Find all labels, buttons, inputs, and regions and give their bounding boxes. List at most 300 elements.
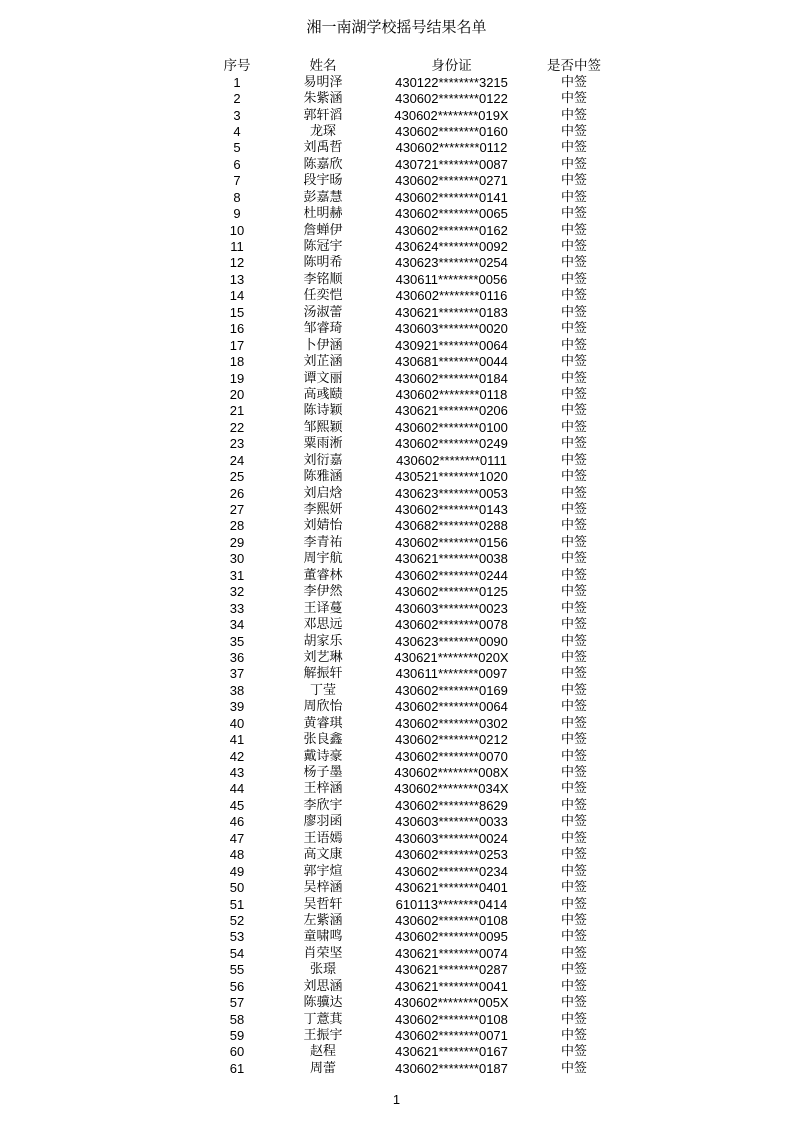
table-row bbox=[207, 699, 624, 715]
row-number: 3 bbox=[233, 107, 241, 123]
row-name: 汤淑蕾 bbox=[303, 304, 343, 320]
table-row bbox=[207, 140, 624, 156]
table-row bbox=[207, 781, 624, 797]
table-row bbox=[207, 288, 624, 304]
row-name: 吴哲轩 bbox=[303, 896, 343, 912]
row-id-card: 430602********0212 bbox=[395, 732, 508, 748]
table-row bbox=[207, 765, 624, 781]
row-number: 33 bbox=[229, 600, 245, 616]
row-number: 30 bbox=[229, 551, 245, 567]
row-name: 黄睿琪 bbox=[303, 715, 343, 731]
row-name: 廖羽函 bbox=[303, 814, 343, 830]
row-number: 20 bbox=[229, 386, 245, 402]
row-name: 龙琛 bbox=[309, 123, 336, 139]
row-number: 55 bbox=[229, 962, 245, 978]
row-result: 中签 bbox=[560, 551, 587, 567]
row-name: 王梓涵 bbox=[303, 781, 343, 797]
row-result: 中签 bbox=[560, 666, 587, 682]
row-number: 24 bbox=[229, 452, 245, 468]
row-number: 44 bbox=[229, 781, 245, 797]
row-name: 刘衍嘉 bbox=[303, 452, 343, 468]
table-row bbox=[207, 929, 624, 945]
row-name: 谭文丽 bbox=[303, 370, 343, 386]
row-id-card: 430122********3215 bbox=[395, 74, 508, 90]
row-id-card: 430602********0064 bbox=[395, 699, 508, 715]
row-name: 王振宇 bbox=[303, 1028, 343, 1044]
row-id-card: 430602********0187 bbox=[395, 1060, 508, 1076]
document-title: 湘一南湖学校摇号结果名单 bbox=[306, 18, 487, 36]
row-id-card: 430602********0070 bbox=[395, 748, 508, 764]
row-id-card: 430602********0108 bbox=[395, 912, 508, 928]
table-row bbox=[207, 863, 624, 879]
row-name: 刘婧怡 bbox=[303, 518, 343, 534]
row-name: 刘艺琳 bbox=[303, 649, 343, 665]
row-result: 中签 bbox=[560, 436, 587, 452]
row-id-card: 430602********0112 bbox=[395, 140, 508, 156]
row-id-card: 430521********1020 bbox=[395, 469, 508, 485]
row-result: 中签 bbox=[560, 189, 587, 205]
row-id-card: 430603********0033 bbox=[395, 814, 508, 830]
table-row bbox=[207, 1011, 624, 1027]
row-name: 高彧赜 bbox=[303, 386, 343, 402]
row-result: 中签 bbox=[560, 239, 587, 255]
row-id-card: 430602********0071 bbox=[395, 1028, 508, 1044]
table-row bbox=[207, 1061, 624, 1077]
row-result: 中签 bbox=[560, 469, 587, 485]
table-row bbox=[207, 568, 624, 584]
table-row bbox=[207, 222, 624, 238]
row-name: 李铭顺 bbox=[303, 271, 343, 287]
row-name: 肖荣坚 bbox=[303, 945, 343, 961]
table-row bbox=[207, 1044, 624, 1060]
row-number: 48 bbox=[229, 847, 245, 863]
row-result: 中签 bbox=[560, 370, 587, 386]
row-name: 刘禹哲 bbox=[303, 140, 343, 156]
row-id-card: 430602********0253 bbox=[395, 847, 508, 863]
header-name: 姓名 bbox=[309, 58, 337, 75]
table-row bbox=[207, 420, 624, 436]
row-number: 26 bbox=[229, 485, 245, 501]
table-row bbox=[207, 946, 624, 962]
row-name: 粟雨淅 bbox=[303, 436, 343, 452]
table-row bbox=[207, 107, 624, 123]
row-result: 中签 bbox=[560, 518, 587, 534]
table-row bbox=[207, 173, 624, 189]
row-name: 左紫涵 bbox=[303, 912, 343, 928]
row-result: 中签 bbox=[560, 682, 587, 698]
row-name: 陈冠宇 bbox=[303, 239, 343, 255]
table-row bbox=[207, 485, 624, 501]
row-id-card: 430602********0156 bbox=[395, 534, 508, 550]
row-number: 37 bbox=[229, 666, 245, 682]
row-name: 李熙妍 bbox=[303, 502, 343, 518]
row-id-card: 430621********0167 bbox=[395, 1044, 508, 1060]
table-row bbox=[207, 337, 624, 353]
row-name: 郭宇煊 bbox=[303, 863, 343, 879]
row-id-card: 430602********0116 bbox=[395, 288, 508, 304]
row-number: 18 bbox=[229, 354, 245, 370]
row-result: 中签 bbox=[560, 419, 587, 435]
table-row bbox=[207, 255, 624, 271]
row-result: 中签 bbox=[560, 732, 587, 748]
row-result: 中签 bbox=[560, 765, 587, 781]
table-row bbox=[207, 880, 624, 896]
row-id-card: 430621********0183 bbox=[395, 304, 508, 320]
table-row bbox=[207, 387, 624, 403]
row-result: 中签 bbox=[560, 485, 587, 501]
row-id-card: 430602********0065 bbox=[395, 206, 508, 222]
row-number: 15 bbox=[229, 304, 245, 320]
row-number: 7 bbox=[233, 173, 241, 189]
row-id-card: 430611********0056 bbox=[395, 271, 508, 287]
row-number: 10 bbox=[229, 222, 245, 238]
row-id-card: 430621********0041 bbox=[395, 978, 508, 994]
row-id-card: 430602********0095 bbox=[395, 929, 508, 945]
row-result: 中签 bbox=[560, 699, 587, 715]
header-id-card: 身份证 bbox=[431, 58, 472, 75]
row-result: 中签 bbox=[560, 74, 587, 90]
row-name: 童啸鸣 bbox=[303, 929, 343, 945]
row-result: 中签 bbox=[560, 896, 587, 912]
table-row bbox=[207, 683, 624, 699]
row-name: 陈诗颖 bbox=[303, 403, 343, 419]
row-number: 8 bbox=[233, 189, 241, 205]
row-id-card: 430602********0141 bbox=[395, 189, 508, 205]
table-row bbox=[207, 551, 624, 567]
row-result: 中签 bbox=[560, 1028, 587, 1044]
row-number: 56 bbox=[229, 978, 245, 994]
row-id-card: 430602********0108 bbox=[395, 1011, 508, 1027]
table-row bbox=[207, 913, 624, 929]
row-name: 邓思远 bbox=[303, 617, 343, 633]
row-id-card: 430682********0288 bbox=[395, 518, 508, 534]
table-row bbox=[207, 716, 624, 732]
table-row bbox=[207, 732, 624, 748]
table-row bbox=[207, 453, 624, 469]
row-result: 中签 bbox=[560, 847, 587, 863]
row-number: 60 bbox=[229, 1044, 245, 1060]
table-row bbox=[207, 91, 624, 107]
row-result: 中签 bbox=[560, 584, 587, 600]
row-number: 46 bbox=[229, 814, 245, 830]
row-id-card: 430602********0160 bbox=[395, 123, 508, 139]
lottery-result-table bbox=[207, 58, 624, 1077]
row-result: 中签 bbox=[560, 502, 587, 518]
row-name: 解振轩 bbox=[303, 666, 343, 682]
table-row bbox=[207, 190, 624, 206]
page-number: 1 bbox=[392, 1092, 401, 1107]
row-number: 39 bbox=[229, 699, 245, 715]
row-number: 17 bbox=[229, 337, 245, 353]
row-name: 王译蔓 bbox=[303, 600, 343, 616]
row-id-card: 430603********0024 bbox=[395, 830, 508, 846]
row-result: 中签 bbox=[560, 995, 587, 1011]
row-id-card: 430623********0053 bbox=[395, 485, 508, 501]
row-result: 中签 bbox=[560, 814, 587, 830]
row-name: 易明泽 bbox=[303, 74, 343, 90]
row-result: 中签 bbox=[560, 1060, 587, 1076]
row-result: 中签 bbox=[560, 123, 587, 139]
row-number: 2 bbox=[233, 91, 241, 107]
row-result: 中签 bbox=[560, 222, 587, 238]
row-number: 45 bbox=[229, 797, 245, 813]
row-result: 中签 bbox=[560, 797, 587, 813]
table-row bbox=[207, 74, 624, 90]
row-number: 1 bbox=[233, 74, 241, 90]
table-row bbox=[207, 206, 624, 222]
row-id-card: 430603********0020 bbox=[395, 321, 508, 337]
table-row bbox=[207, 1028, 624, 1044]
row-id-card: 610113********0414 bbox=[395, 896, 508, 912]
row-number: 6 bbox=[233, 156, 241, 172]
table-row bbox=[207, 831, 624, 847]
row-number: 31 bbox=[229, 567, 245, 583]
row-number: 35 bbox=[229, 633, 245, 649]
table-row bbox=[207, 847, 624, 863]
row-id-card: 430602********0249 bbox=[395, 436, 508, 452]
row-result: 中签 bbox=[560, 978, 587, 994]
row-name: 彭嘉慧 bbox=[303, 189, 343, 205]
row-name: 吴梓涵 bbox=[303, 880, 343, 896]
row-id-card: 430602********8629 bbox=[395, 797, 508, 813]
row-number: 36 bbox=[229, 649, 245, 665]
table-row bbox=[207, 535, 624, 551]
row-id-card: 430611********0097 bbox=[395, 666, 508, 682]
row-name: 朱紫涵 bbox=[303, 91, 343, 107]
row-name: 戴诗豪 bbox=[303, 748, 343, 764]
row-number: 34 bbox=[229, 617, 245, 633]
table-row bbox=[207, 518, 624, 534]
row-number: 42 bbox=[229, 748, 245, 764]
table-row bbox=[207, 469, 624, 485]
row-number: 27 bbox=[229, 502, 245, 518]
header-number: 序号 bbox=[223, 58, 251, 75]
row-result: 中签 bbox=[560, 91, 587, 107]
row-result: 中签 bbox=[560, 452, 587, 468]
row-name: 胡家乐 bbox=[303, 633, 343, 649]
row-name: 陈雅涵 bbox=[303, 469, 343, 485]
row-number: 58 bbox=[229, 1011, 245, 1027]
table-row bbox=[207, 617, 624, 633]
row-result: 中签 bbox=[560, 600, 587, 616]
row-name: 陈嘉欣 bbox=[303, 156, 343, 172]
row-name: 董睿林 bbox=[303, 567, 343, 583]
row-name: 王语嫣 bbox=[303, 830, 343, 846]
row-id-card: 430602********034X bbox=[394, 781, 509, 797]
row-result: 中签 bbox=[560, 567, 587, 583]
row-id-card: 430602********008X bbox=[394, 765, 509, 781]
row-id-card: 430621********0074 bbox=[395, 945, 508, 961]
table-row bbox=[207, 979, 624, 995]
row-name: 陈骥达 bbox=[303, 995, 343, 1011]
row-name: 刘芷涵 bbox=[303, 354, 343, 370]
table-row bbox=[207, 798, 624, 814]
row-name: 邹熙颖 bbox=[303, 419, 343, 435]
row-result: 中签 bbox=[560, 386, 587, 402]
row-result: 中签 bbox=[560, 617, 587, 633]
row-name: 任奕恺 bbox=[303, 288, 343, 304]
table-row bbox=[207, 600, 624, 616]
row-name: 杜明赫 bbox=[303, 206, 343, 222]
row-id-card: 430602********0234 bbox=[395, 863, 508, 879]
row-number: 21 bbox=[229, 403, 245, 419]
table-row bbox=[207, 814, 624, 830]
row-number: 12 bbox=[229, 255, 245, 271]
row-number: 4 bbox=[233, 123, 241, 139]
row-id-card: 430602********0184 bbox=[395, 370, 508, 386]
row-id-card: 430602********019X bbox=[394, 107, 509, 123]
row-name: 李青祐 bbox=[303, 534, 343, 550]
row-id-card: 430621********020X bbox=[394, 649, 509, 665]
row-number: 43 bbox=[229, 765, 245, 781]
row-number: 9 bbox=[233, 206, 241, 222]
row-number: 41 bbox=[229, 732, 245, 748]
row-id-card: 430602********0100 bbox=[395, 419, 508, 435]
row-name: 刘启焓 bbox=[303, 485, 343, 501]
table-row bbox=[207, 633, 624, 649]
row-id-card: 430602********0302 bbox=[395, 715, 508, 731]
row-number: 53 bbox=[229, 929, 245, 945]
row-number: 32 bbox=[229, 584, 245, 600]
row-id-card: 430602********0125 bbox=[395, 584, 508, 600]
table-header-row bbox=[207, 58, 624, 74]
row-number: 54 bbox=[229, 945, 245, 961]
row-result: 中签 bbox=[560, 748, 587, 764]
row-result: 中签 bbox=[560, 863, 587, 879]
row-number: 14 bbox=[229, 288, 245, 304]
row-result: 中签 bbox=[560, 962, 587, 978]
row-name: 周欣怡 bbox=[303, 699, 343, 715]
row-id-card: 430621********0206 bbox=[395, 403, 508, 419]
header-result: 是否中签 bbox=[547, 58, 601, 75]
row-number: 40 bbox=[229, 715, 245, 731]
row-id-card: 430624********0092 bbox=[395, 239, 508, 255]
row-id-card: 430602********0169 bbox=[395, 682, 508, 698]
row-id-card: 430681********0044 bbox=[395, 354, 508, 370]
row-result: 中签 bbox=[560, 912, 587, 928]
row-result: 中签 bbox=[560, 354, 587, 370]
row-result: 中签 bbox=[560, 173, 587, 189]
row-name: 卜伊涵 bbox=[303, 337, 343, 353]
row-number: 5 bbox=[233, 140, 241, 156]
row-result: 中签 bbox=[560, 1044, 587, 1060]
table-row bbox=[207, 962, 624, 978]
row-result: 中签 bbox=[560, 156, 587, 172]
row-name: 高文康 bbox=[303, 847, 343, 863]
row-number: 16 bbox=[229, 321, 245, 337]
row-name: 丁薏萁 bbox=[303, 1011, 343, 1027]
table-row bbox=[207, 584, 624, 600]
table-row bbox=[207, 995, 624, 1011]
table-row bbox=[207, 370, 624, 386]
row-name: 刘思涵 bbox=[303, 978, 343, 994]
table-row bbox=[207, 354, 624, 370]
row-name: 周宇航 bbox=[303, 551, 343, 567]
table-row bbox=[207, 748, 624, 764]
row-name: 杨子墨 bbox=[303, 765, 343, 781]
row-result: 中签 bbox=[560, 288, 587, 304]
row-id-card: 430621********0038 bbox=[395, 551, 508, 567]
row-number: 50 bbox=[229, 880, 245, 896]
row-number: 13 bbox=[229, 271, 245, 287]
row-name: 郭轩滔 bbox=[303, 107, 343, 123]
row-id-card: 430623********0090 bbox=[395, 633, 508, 649]
row-id-card: 430623********0254 bbox=[395, 255, 508, 271]
row-number: 38 bbox=[229, 682, 245, 698]
row-result: 中签 bbox=[560, 271, 587, 287]
row-number: 59 bbox=[229, 1028, 245, 1044]
row-result: 中签 bbox=[560, 830, 587, 846]
table-row bbox=[207, 305, 624, 321]
table-row bbox=[207, 124, 624, 140]
table-row bbox=[207, 157, 624, 173]
row-name: 丁莹 bbox=[309, 682, 336, 698]
row-result: 中签 bbox=[560, 880, 587, 896]
row-id-card: 430602********0244 bbox=[395, 567, 508, 583]
row-id-card: 430602********0162 bbox=[395, 222, 508, 238]
row-id-card: 430921********0064 bbox=[395, 337, 508, 353]
row-id-card: 430602********0122 bbox=[395, 91, 508, 107]
row-id-card: 430602********005X bbox=[394, 995, 509, 1011]
row-id-card: 430621********0401 bbox=[395, 880, 508, 896]
row-number: 47 bbox=[229, 830, 245, 846]
row-result: 中签 bbox=[560, 945, 587, 961]
row-number: 22 bbox=[229, 419, 245, 435]
table-row bbox=[207, 666, 624, 682]
row-name: 段宇旸 bbox=[303, 173, 343, 189]
row-id-card: 430602********0118 bbox=[395, 386, 508, 402]
row-number: 49 bbox=[229, 863, 245, 879]
row-number: 57 bbox=[229, 995, 245, 1011]
row-number: 25 bbox=[229, 469, 245, 485]
row-id-card: 430603********0023 bbox=[395, 600, 508, 616]
row-id-card: 430602********0078 bbox=[395, 617, 508, 633]
row-result: 中签 bbox=[560, 337, 587, 353]
row-id-card: 430602********0271 bbox=[395, 173, 508, 189]
table-row bbox=[207, 321, 624, 337]
row-result: 中签 bbox=[560, 140, 587, 156]
table-row bbox=[207, 239, 624, 255]
row-name: 张璟 bbox=[309, 962, 336, 978]
table-body bbox=[207, 74, 624, 1077]
row-result: 中签 bbox=[560, 633, 587, 649]
table-row bbox=[207, 650, 624, 666]
row-name: 陈明希 bbox=[303, 255, 343, 271]
row-number: 28 bbox=[229, 518, 245, 534]
row-result: 中签 bbox=[560, 534, 587, 550]
row-name: 李欣宇 bbox=[303, 797, 343, 813]
table-row bbox=[207, 502, 624, 518]
row-result: 中签 bbox=[560, 715, 587, 731]
row-name: 张良鑫 bbox=[303, 732, 343, 748]
row-result: 中签 bbox=[560, 206, 587, 222]
row-result: 中签 bbox=[560, 781, 587, 797]
row-name: 赵程 bbox=[309, 1044, 336, 1060]
table-row bbox=[207, 272, 624, 288]
row-number: 51 bbox=[229, 896, 245, 912]
row-name: 李伊然 bbox=[303, 584, 343, 600]
row-id-card: 430602********0143 bbox=[395, 502, 508, 518]
row-result: 中签 bbox=[560, 107, 587, 123]
row-number: 29 bbox=[229, 534, 245, 550]
row-id-card: 430621********0287 bbox=[395, 962, 508, 978]
table-row bbox=[207, 403, 624, 419]
table-row bbox=[207, 436, 624, 452]
row-number: 23 bbox=[229, 436, 245, 452]
row-result: 中签 bbox=[560, 403, 587, 419]
row-result: 中签 bbox=[560, 321, 587, 337]
row-result: 中签 bbox=[560, 929, 587, 945]
